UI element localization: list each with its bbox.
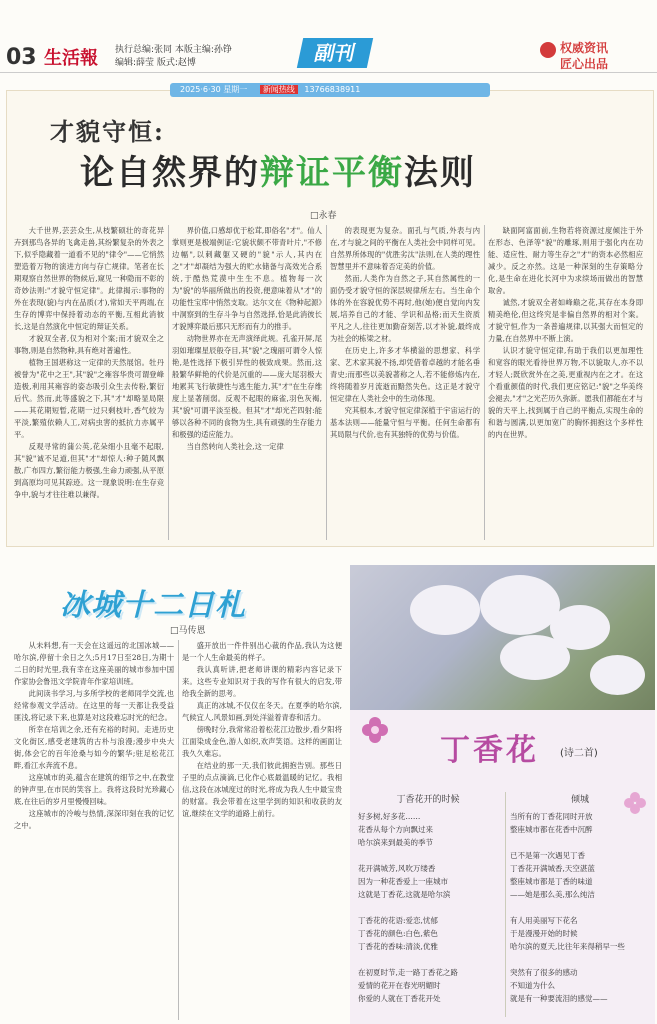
poem-line [510,953,650,966]
poem-line: 整座城市都是丁香的味道 [510,877,593,886]
paragraph: 在历史上,许多才华横溢的思想家、科学家、艺术家其貌不扬,却凭借着卓越的才能名垂青史;而那些以美貌著称之人,若不能修炼内在,终将随着岁月流逝而黯然失色。这正是才貌守恒定律在人类社会中的生动体现。 [330,346,480,403]
slogan-mark-icon [540,42,556,58]
article-column-2 [172,225,322,540]
paragraph: 界价值,口感却优于松茸,即俗名"才"。仙人掌则更是极端例证:它貌状颇不带青叶片,"不修边幅",以刺藏躯又硬的"貌"示人,其内在之"才"却凝结为强大的贮水储备与高效光合系统,于酷热荒漠中生生不息。植物每一次为"貌"的华丽所做出的投资,便意味着从"才"的功能性宝库中悄然支取。达尔文在《物种起源》中洞察到的生存斗争与自然选择,恰是此消彼长才貌博弈最后那只无形而有力的推手。 [172,226,322,331]
article-byline: □永春 [310,211,337,221]
poem-line: 这就是丁香花,这就是哈尔滨 [358,890,451,899]
paragraph: 动物世界亦在无声演绎此规。孔雀开屏,尾羽如璀璨星辰般夺目,其"貌"之瑰丽可谓令人惊艳,是性选择下极引异性的极致成果。然而,这般繁华鲜艳的代价是沉重的——庞大尾羽极大地累其飞行敏捷性与逃生能力,其"才"在生存维度上显著削弱。反观不起眼的麻雀,羽色灰褐,其"貌"可谓平淡至极。但其"才"却光芒四射:能够以各种不同的食物为生,具有顽强的生存能力和极强的适应能力。 [172,334,322,439]
poem-line: 花开满城芳,风吹万缕香 [358,864,436,873]
paragraph: 缺面阿富面前,生物若将资源过度倾注于外在形态、色泽等"貌"的雕琢,则用于强化内在功能、适应性、耐力等生存之"才"的资本必然相应减少。反之亦然。这是一种深刻的生存策略分化,是生命在进化长河中为求续场而做出的智慧取舍。 [488,226,643,295]
flower-icon [360,715,390,745]
paragraph: 我认真听讲,把老师讲课的精彩内容记录下来。这些专业知识对于我的写作有很大的启发,带给我全新的思考。 [182,665,342,698]
paragraph: 在结业的那一天,我们彼此拥抱告别。那些日子里的点点滴滴,已化作心底最温暖的记忆。我相信,这段在冰城度过的时光,将成为我人生中最宝贵的财富。我会带着在这里学到的知识和收获的友谊,继续在文学的道路上前行。 [182,761,342,818]
hotline-number: 13766838911 [304,85,361,94]
column-divider [168,225,169,540]
poem-line [358,901,498,914]
paragraph: 所幸在培训之余,还有充裕的时间。走进历史文化街区,感受老建筑的古朴与浪漫;漫步中央大街,体会它的百年沧桑与如今的繁华;驻足松花江畔,看江水奔流不息。 [14,725,174,770]
poem-line [510,901,650,914]
title-pre: 论自然界的 [80,153,260,193]
hotline-label: 新闻热线 [260,85,298,94]
poem-line: ——她是那么美,那么纯洁 [510,890,595,899]
paragraph: 此间读书学习,与多所学校的老师同学交流,也经常参观文学活动。在这里的每一天都让我受益匪浅,将记录下来,也算是对这段难忘时光的纪念。 [14,689,174,722]
article-column-4 [488,225,643,540]
essay-column-1 [14,640,174,1020]
editor-credits [115,44,232,70]
slogan [560,40,608,72]
paragraph: 大千世界,芸芸众生,从枝繁硕壮的奇花异卉到那鸟各异的飞禽走兽,其纷繁复杂的外表之下,似乎隐藏着一道看不见的"律令"——它悄然塑造着万物的演进方向与存亡规律。笔者在长期观察自然世界的物候后,窥见一种隐而不彰的奇妙法则:"才貌守恒定律"。此律揭示:事物的外在表现(貌)与内在品质(才),常如天平两端,在生存的博弈中保持着动态的平衡,互相此消彼长,这是自然演化中恒定的辩证关系。 [14,226,164,331]
essay-byline: □马传恩 [170,626,206,636]
lilac-photo [350,565,655,730]
slogan-line-2: 匠心出品 [560,57,609,71]
credits-line-2: 编辑:薛莹 版式:赵博 [115,58,196,68]
poem-line [358,953,498,966]
paragraph: 当自然转向人类社会,这一定律 [186,442,284,451]
article-column-1 [14,225,164,540]
article-column-3 [330,225,480,540]
section-badge: 副刊 [297,38,373,68]
paragraph: 从未料想,有一天会在这遥远的北国冰城——哈尔滨,停留十余日之久;5月17日至28日,为期十二日的时光里,我有幸在这座美丽的城市参加中国作家协会鲁迅文学院青年作家培训班。 [14,641,174,686]
article-title-line-1: 才貌守恒: [50,117,165,146]
poem-line [358,849,498,862]
paragraph: 傍晚时分,我常常沿着松花江边散步,看夕阳将江面染成金色,游人如织,欢声笑语。这样的画面让我久久难忘。 [182,725,342,758]
poem-line: 已不是第一次遇见丁香 [510,851,585,860]
paragraph: 盛开放出一件件别出心裁的作品,我认为这便是一个人生命最美的样子。 [182,641,342,662]
poem-2-body [510,810,650,1020]
date-bar [170,83,490,97]
poem-line [510,836,650,849]
poem-line: 丁香花的香味:清淡,优雅 [358,942,438,951]
newspaper-logo: 生活報 [44,48,98,69]
poem-line: 在初夏时节,走一路丁香花之路 [358,968,458,977]
article-title-line-2 [80,145,476,194]
credits-line-1: 执行总编:张同 本版主编:孙铮 [115,45,232,55]
issue-date: 2025·6·30 星期一 [180,85,248,94]
poem-line: 你爱的人就在丁香花开处 [358,994,441,1003]
paragraph: 究其根本,才貌守恒定律深植于宇宙运行的基本法则——能量守恒与平衡。任何生命都有其局限与代价,也有其独特的优势与价值。 [330,406,480,439]
column-divider [505,792,506,1017]
title-highlight: 辩证平衡 [260,153,404,193]
paragraph: 植物王国堪称这一定律的天然展馆。牡丹被誉为"花中之王",其"貌"之雍容华贵可谓登峰造极,利用其雍容的姿态吸引众生去传粉,繁衍后代。然而,此等盛貌之下,其"才"却略显局限——其花期短暂,花期一过只剩枝叶,香气较为平淡,繁殖依赖人工,对病虫害的抵抗力亦属平平。 [14,358,164,439]
paragraph: 反观寻常的蒲公英,花朵细小且毫不起眼,其"貌"诚不足道,但其"才"却惊人:种子随风飘散,广布四方,繁衍能力极强,生命力顽强,从平原到高原均可见其踪迹。这一现象说明:在生存竞争中,貌与才往往难以兼得。 [14,442,164,499]
poem-title: 丁香花 [440,733,539,768]
essay-column-2 [182,640,342,1020]
paragraph: 的表现更为复杂。面孔与气质,外表与内在,才与貌之间的平衡在人类社会中同样可见。自然界所体现的"优胜劣汰"法则,在人类的理性智慧里并不意味着否定美的价值。 [330,226,480,271]
paragraph: 认识才貌守恒定律,有助于我们以更加理性和宽容的眼光看待世界万物,不以貌取人,亦不以才轻人;既欣赏外在之美,更重视内在之才。在这个看重颜值的时代,我们更应铭记:"貌"之华美终会褪去,"才"之光芒历久弥新。愿我们都能在才与貌的天平上,找到属于自己的平衡点,实现生命的和谐与圆满,以更加宽广的胸怀拥抱这个多样性的内在世界。 [488,346,643,439]
poem-line: 爱情的花开在春光明媚时 [358,981,441,990]
essay-title: 冰城十二日札 [60,588,246,623]
page-number: 03 [6,45,37,70]
header-divider [0,72,657,73]
paragraph: 才貌双全者,仅为相对个案;而才貌双全之事物,则是自然物种,具有绝对普遍性。 [14,334,164,355]
lilac-blossom [500,635,570,680]
poem-1-body [358,810,498,1020]
slogan-line-1: 权威资讯 [560,41,609,55]
paragraph: 真正的冰城,不仅仅在冬天。在夏季的哈尔滨,气候宜人,风景如画,到处洋溢着青春和活力。 [182,701,342,722]
lilac-blossom [480,575,560,635]
column-divider [326,225,327,540]
title-post: 法则 [404,153,476,193]
poem-line: 哈尔滨来到最美的季节 [358,838,433,847]
paragraph: 这座城市的美,蕴含在建筑的细节之中,在教堂的钟声里,在市民的笑容上。我将这段时光珍藏心底,在往后的岁月里慢慢回味。 [14,773,174,806]
poem-2-title: 倾城 [570,795,589,805]
poem-line: 丁香花的颜色:白色,紫色 [358,929,438,938]
poem-line: 好多树,好多花…… [358,812,421,821]
paragraph: 这座城市的冷峻与热情,深深印刻在我的记忆之中。 [14,809,174,830]
poem-line: 整座城市都在花香中沉醉 [510,825,593,834]
poem-line: 丁香花开满城香,天空湛蓝 [510,864,595,873]
poem-line: 突然有了很多的感动 [510,968,578,977]
poem-line: 当所有的丁香花同时开放 [510,812,593,821]
poem-line: 花香从每个方向飘过来 [358,825,433,834]
column-divider [178,640,179,1020]
paragraph: 然而,人类作为自然之子,其自然属性的一面仍受才貌守恒的深层规律所左右。当生命个体的外在容貌优势不再时,他(她)便自觉向内发展,培养自己的才能、学识和品格;而天生资质平凡之人,往往更加勤奋刻苦,以才补貌,最终成为社会的栋梁之材。 [330,274,480,343]
poem-1-title: 丁香花开的时候 [396,795,460,805]
poem-line: 哈尔滨的夏天,比往年来得稍早一些 [510,942,625,951]
poem-line: 于是漫漫开始的时候 [510,929,578,938]
poem-line: 不知道为什么 [510,981,555,990]
poem-line: 因为一种花香爱上一座城市 [358,877,448,886]
lilac-blossom [410,585,480,635]
paragraph: 诚然,才貌双全者如峰巅之花,其存在本身即精美绝伦,但这终究是非偏自然界的相对个案。才貌守恒,作为一条普遍规律,以其强大而恒定的力量,在自然界中不断上演。 [488,298,643,343]
poem-line: 有人用美丽写下花名 [510,916,578,925]
poem-subtitle: (诗二首) [560,748,598,759]
lilac-blossom [590,655,645,695]
column-divider [484,225,485,540]
poem-line: 丁香花的花语:爱恋,忧郁 [358,916,438,925]
poem-line: 就是有一种要流泪的感觉—— [510,994,608,1003]
